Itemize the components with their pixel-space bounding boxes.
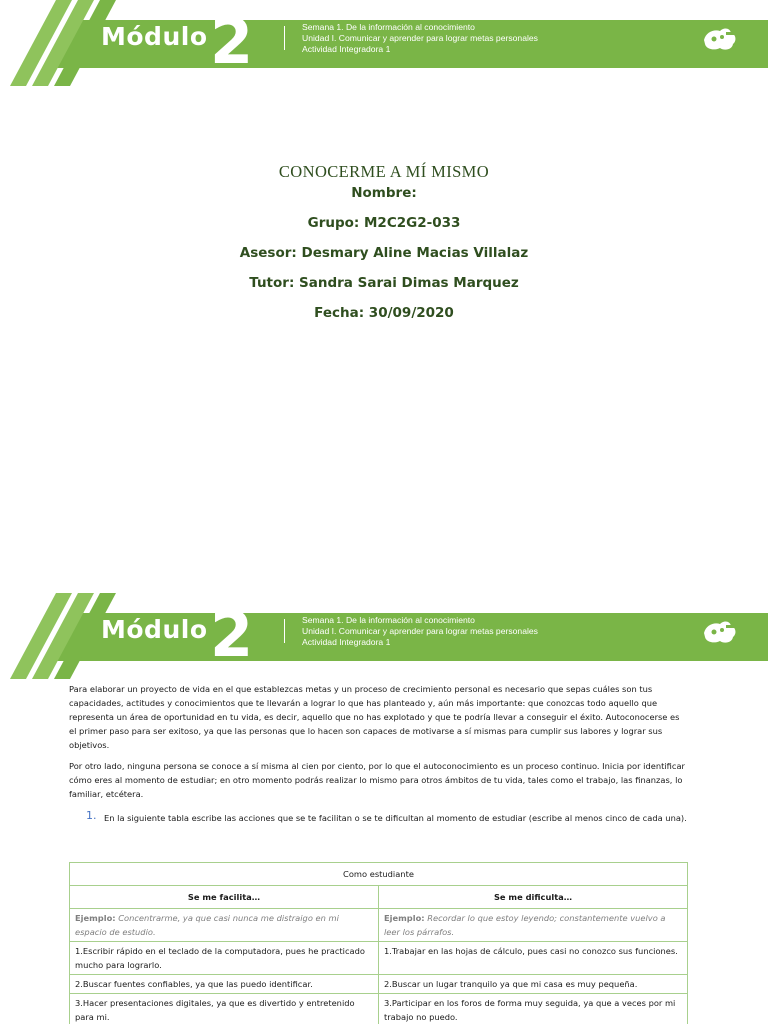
activity-label: Actividad Integradora 1 [302, 637, 391, 647]
table-header-row [70, 863, 688, 886]
header-banner [0, 593, 768, 679]
example-text: Concentrarme, ya que casi nunca me distraigo en mi espacio de estudio. [75, 913, 339, 937]
second-paragraph: Por otro lado, ninguna persona se conoce a sí misma al cien por ciento, por lo que el autoconocimiento es un proceso continuo. Inicia por identificar cómo eres al momento de estudiar; en otro momento podrás realizar lo mismo para otros ámbitos de tu vida, tales como el trabajo, las finanzas, lo familiar, etcétera. [69, 761, 685, 799]
table-cell[interactable]: 1.Escribir rápido en el teclado de la computadora, pues he practicado mucho para lograrlo. [70, 942, 379, 975]
prepa-en-linea-logo-icon [700, 24, 740, 54]
instruction-item [86, 811, 688, 825]
instruction-text: En la siguiente tabla escribe las acciones que se te facilitan o se te dificultan al momento de estudiar (escribe al menos cinco de cada una). [104, 813, 687, 823]
header-banner [0, 0, 768, 86]
advisor-label: Asesor: Desmary Aline Macias Villalaz [239, 245, 529, 261]
banner-meta [302, 22, 538, 55]
activity-label: Actividad Integradora 1 [302, 44, 391, 54]
unit-label: Unidad I. Comunicar y aprender para lograr metas personales [302, 626, 538, 636]
module-number: 2 [210, 5, 254, 78]
table-column-headers [70, 886, 688, 909]
unit-label: Unidad I. Comunicar y aprender para lograr metas personales [302, 33, 538, 43]
banner-divider [284, 26, 285, 50]
group-label: Grupo: M2C2G2-033 [307, 215, 461, 231]
intro-paragraph: Para elaborar un proyecto de vida en el que establezcas metas y un proceso de crecimiento personal es necesario que sepas cuáles son tus capacidades, actitudes y conocimientos que te llevarán a lograr lo que has planteado y, aún más importante: que conozcas todo aquello que representa un área de oportunidad en tu vida, es decir, aquello que no has explotado y que te podría llevar a conseguir el éxito. Autoconocerse es el primer paso para ser exitoso, ya que las personas que lo hacen son capaces de motivarse a sí mismas para cumplir sus labores y lograr sus objetivos. [69, 684, 680, 750]
table-row [70, 994, 688, 1024]
table-cell[interactable]: 1.Trabajar en las hojas de cálculo, pues casi no conozco sus funciones. [379, 942, 688, 975]
table-cell[interactable]: 3.Participar en los foros de forma muy seguida, ya que a veces por mi trabajo no puedo. [379, 994, 688, 1024]
tutor-label: Tutor: Sandra Sarai Dimas Marquez [249, 275, 519, 291]
table-row [70, 975, 688, 994]
example-text: Recordar lo que estoy leyendo; constantemente vuelvo a leer los párrafos. [384, 913, 666, 937]
week-label: Semana 1. De la información al conocimiento [302, 22, 475, 32]
table-row [70, 909, 688, 942]
module-label: Módulo [101, 615, 208, 644]
table-cell[interactable]: 2.Buscar fuentes confiables, ya que las puedo identificar. [70, 975, 379, 994]
table-header: Como estudiante [70, 863, 688, 886]
table-cell[interactable] [70, 909, 379, 942]
date-label: Fecha: 30/09/2020 [314, 305, 454, 321]
prepa-en-linea-logo-icon [700, 617, 740, 647]
cover-title-block [0, 160, 768, 321]
student-table [69, 862, 688, 1024]
student-name: Nombre: [351, 185, 417, 201]
banner-meta [302, 615, 538, 648]
table-cell[interactable] [379, 909, 688, 942]
example-label: Ejemplo: [384, 913, 425, 923]
column-header-hard: Se me dificulta… [379, 886, 688, 909]
document-title: CONOCERME A MÍ MISMO [278, 162, 490, 181]
table-cell[interactable]: 2.Buscar un lugar tranquilo ya que mi casa es muy pequeña. [379, 975, 688, 994]
column-header-easy: Se me facilita… [70, 886, 379, 909]
module-number: 2 [210, 598, 254, 671]
week-label: Semana 1. De la información al conocimiento [302, 615, 475, 625]
module-label: Módulo [101, 22, 208, 51]
example-label: Ejemplo: [75, 913, 116, 923]
list-number: 1. [86, 809, 97, 822]
table-cell[interactable]: 3.Hacer presentaciones digitales, ya que es divertido y entretenido para mi. [70, 994, 379, 1024]
table-row [70, 942, 688, 975]
banner-divider [284, 619, 285, 643]
